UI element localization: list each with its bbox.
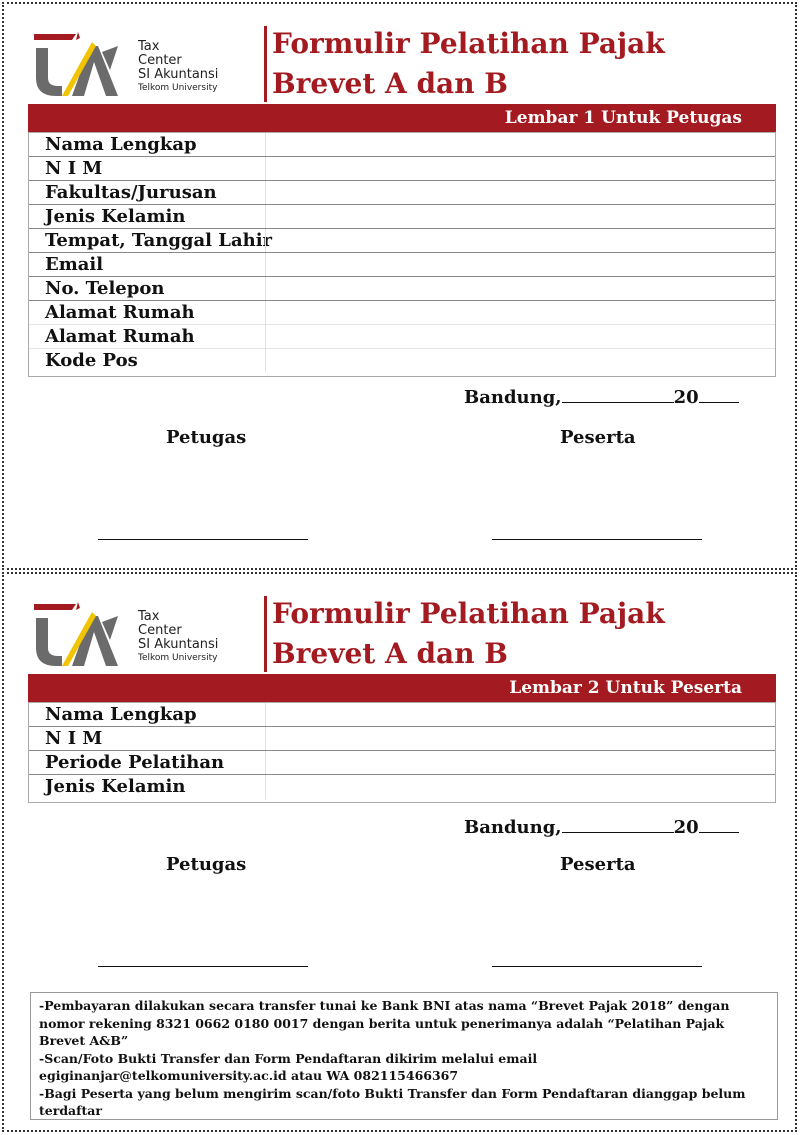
fields-table [28, 702, 776, 803]
logo-text [138, 40, 218, 94]
logo-text [138, 610, 218, 664]
field-label: N I M [45, 728, 103, 749]
signature-label-petugas: Petugas [166, 427, 247, 448]
logo-line-3: SI Akuntansi [138, 637, 219, 652]
field-row[interactable] [29, 181, 775, 205]
field-row[interactable] [29, 727, 775, 751]
year-blank[interactable] [699, 389, 739, 403]
signature-line-peserta[interactable] [492, 539, 702, 540]
year-prefix: 20 [673, 817, 699, 838]
section-bar: Lembar 1 Untuk Petugas [28, 104, 776, 132]
field-row[interactable] [29, 157, 775, 181]
tax-center-logo-icon [32, 30, 120, 100]
logo-line-4: Telkom University [138, 653, 218, 663]
field-label: Fakultas/Jurusan [45, 182, 217, 203]
field-label: Jenis Kelamin [45, 776, 186, 797]
form-title-line-2: Brevet A dan B [272, 637, 508, 670]
field-label: Nama Lengkap [45, 134, 197, 155]
field-row[interactable] [29, 205, 775, 229]
field-row[interactable] [29, 775, 775, 799]
field-row[interactable] [29, 253, 775, 277]
date-blank[interactable] [562, 389, 674, 403]
signature-line-petugas[interactable] [98, 539, 308, 540]
field-row[interactable] [29, 703, 775, 727]
year-prefix: 20 [673, 387, 699, 408]
field-row[interactable] [29, 301, 775, 325]
logo-line-2: Center [138, 53, 182, 68]
field-row[interactable] [29, 277, 775, 301]
form-title [272, 594, 665, 674]
form-title-line-2: Brevet A dan B [272, 67, 508, 100]
field-label: Alamat Rumah [45, 302, 195, 323]
field-row[interactable] [29, 133, 775, 157]
form-title-line-1: Formulir Pelatihan Pajak [272, 597, 665, 630]
header-divider [264, 26, 267, 102]
logo-line-2: Center [138, 623, 182, 638]
field-label: Email [45, 254, 104, 275]
field-row[interactable] [29, 751, 775, 775]
logo-line-4: Telkom University [138, 83, 218, 93]
field-label: Alamat Rumah [45, 326, 195, 347]
field-label: Jenis Kelamin [45, 206, 186, 227]
section-bar: Lembar 2 Untuk Peserta [28, 674, 776, 702]
place-date-line [464, 817, 739, 838]
form-sheet-1 [2, 2, 797, 570]
city-label: Bandung, [464, 387, 562, 408]
field-row[interactable] [29, 325, 775, 349]
signature-label-peserta: Peserta [560, 427, 636, 448]
form-title-line-1: Formulir Pelatihan Pajak [272, 27, 665, 60]
signature-label-peserta: Peserta [560, 854, 636, 875]
note-payment: -Pembayaran dilakukan secara transfer tunai ke Bank BNI atas nama “Brevet Pajak 2018” dengan nomor rekening 8321 0662 0180 0017 dengan berita untuk penerimanya adalah “Pelatihan Pajak Brevet A&B” [39, 998, 730, 1048]
year-blank[interactable] [699, 819, 739, 833]
field-label: No. Telepon [45, 278, 165, 299]
logo-line-3: SI Akuntansi [138, 67, 219, 82]
form-header [28, 24, 768, 104]
logo-line-1: Tax [138, 39, 160, 54]
signature-label-petugas: Petugas [166, 854, 247, 875]
fields-table [28, 132, 776, 377]
field-label: Nama Lengkap [45, 704, 197, 725]
field-label: Tempat, Tanggal Lahir [45, 230, 273, 251]
city-label: Bandung, [464, 817, 562, 838]
field-label: N I M [45, 158, 103, 179]
signature-line-petugas[interactable] [98, 966, 308, 967]
form-header [28, 594, 768, 674]
form-sheet-2 [2, 572, 797, 1132]
note-registration: -Bagi Peserta yang belum mengirim scan/foto Bukti Transfer dan Form Pendaftaran dianggap belum terdaftar [39, 1085, 746, 1118]
tax-center-logo-icon [32, 600, 120, 670]
logo-line-1: Tax [138, 609, 160, 624]
header-divider [264, 596, 267, 672]
field-label: Kode Pos [45, 350, 138, 371]
place-date-line [464, 387, 739, 408]
form-title [272, 24, 665, 104]
payment-notes [30, 992, 778, 1120]
signature-line-peserta[interactable] [492, 966, 702, 967]
field-label: Periode Pelatihan [45, 752, 225, 773]
field-row[interactable] [29, 349, 775, 373]
date-blank[interactable] [562, 819, 674, 833]
note-submission: -Scan/Foto Bukti Transfer dan Form Pendaftaran dikirim melalui email egiginanjar@telkomuniversity.ac.id atau WA 082115466367 [39, 1050, 538, 1083]
field-row[interactable] [29, 229, 775, 253]
